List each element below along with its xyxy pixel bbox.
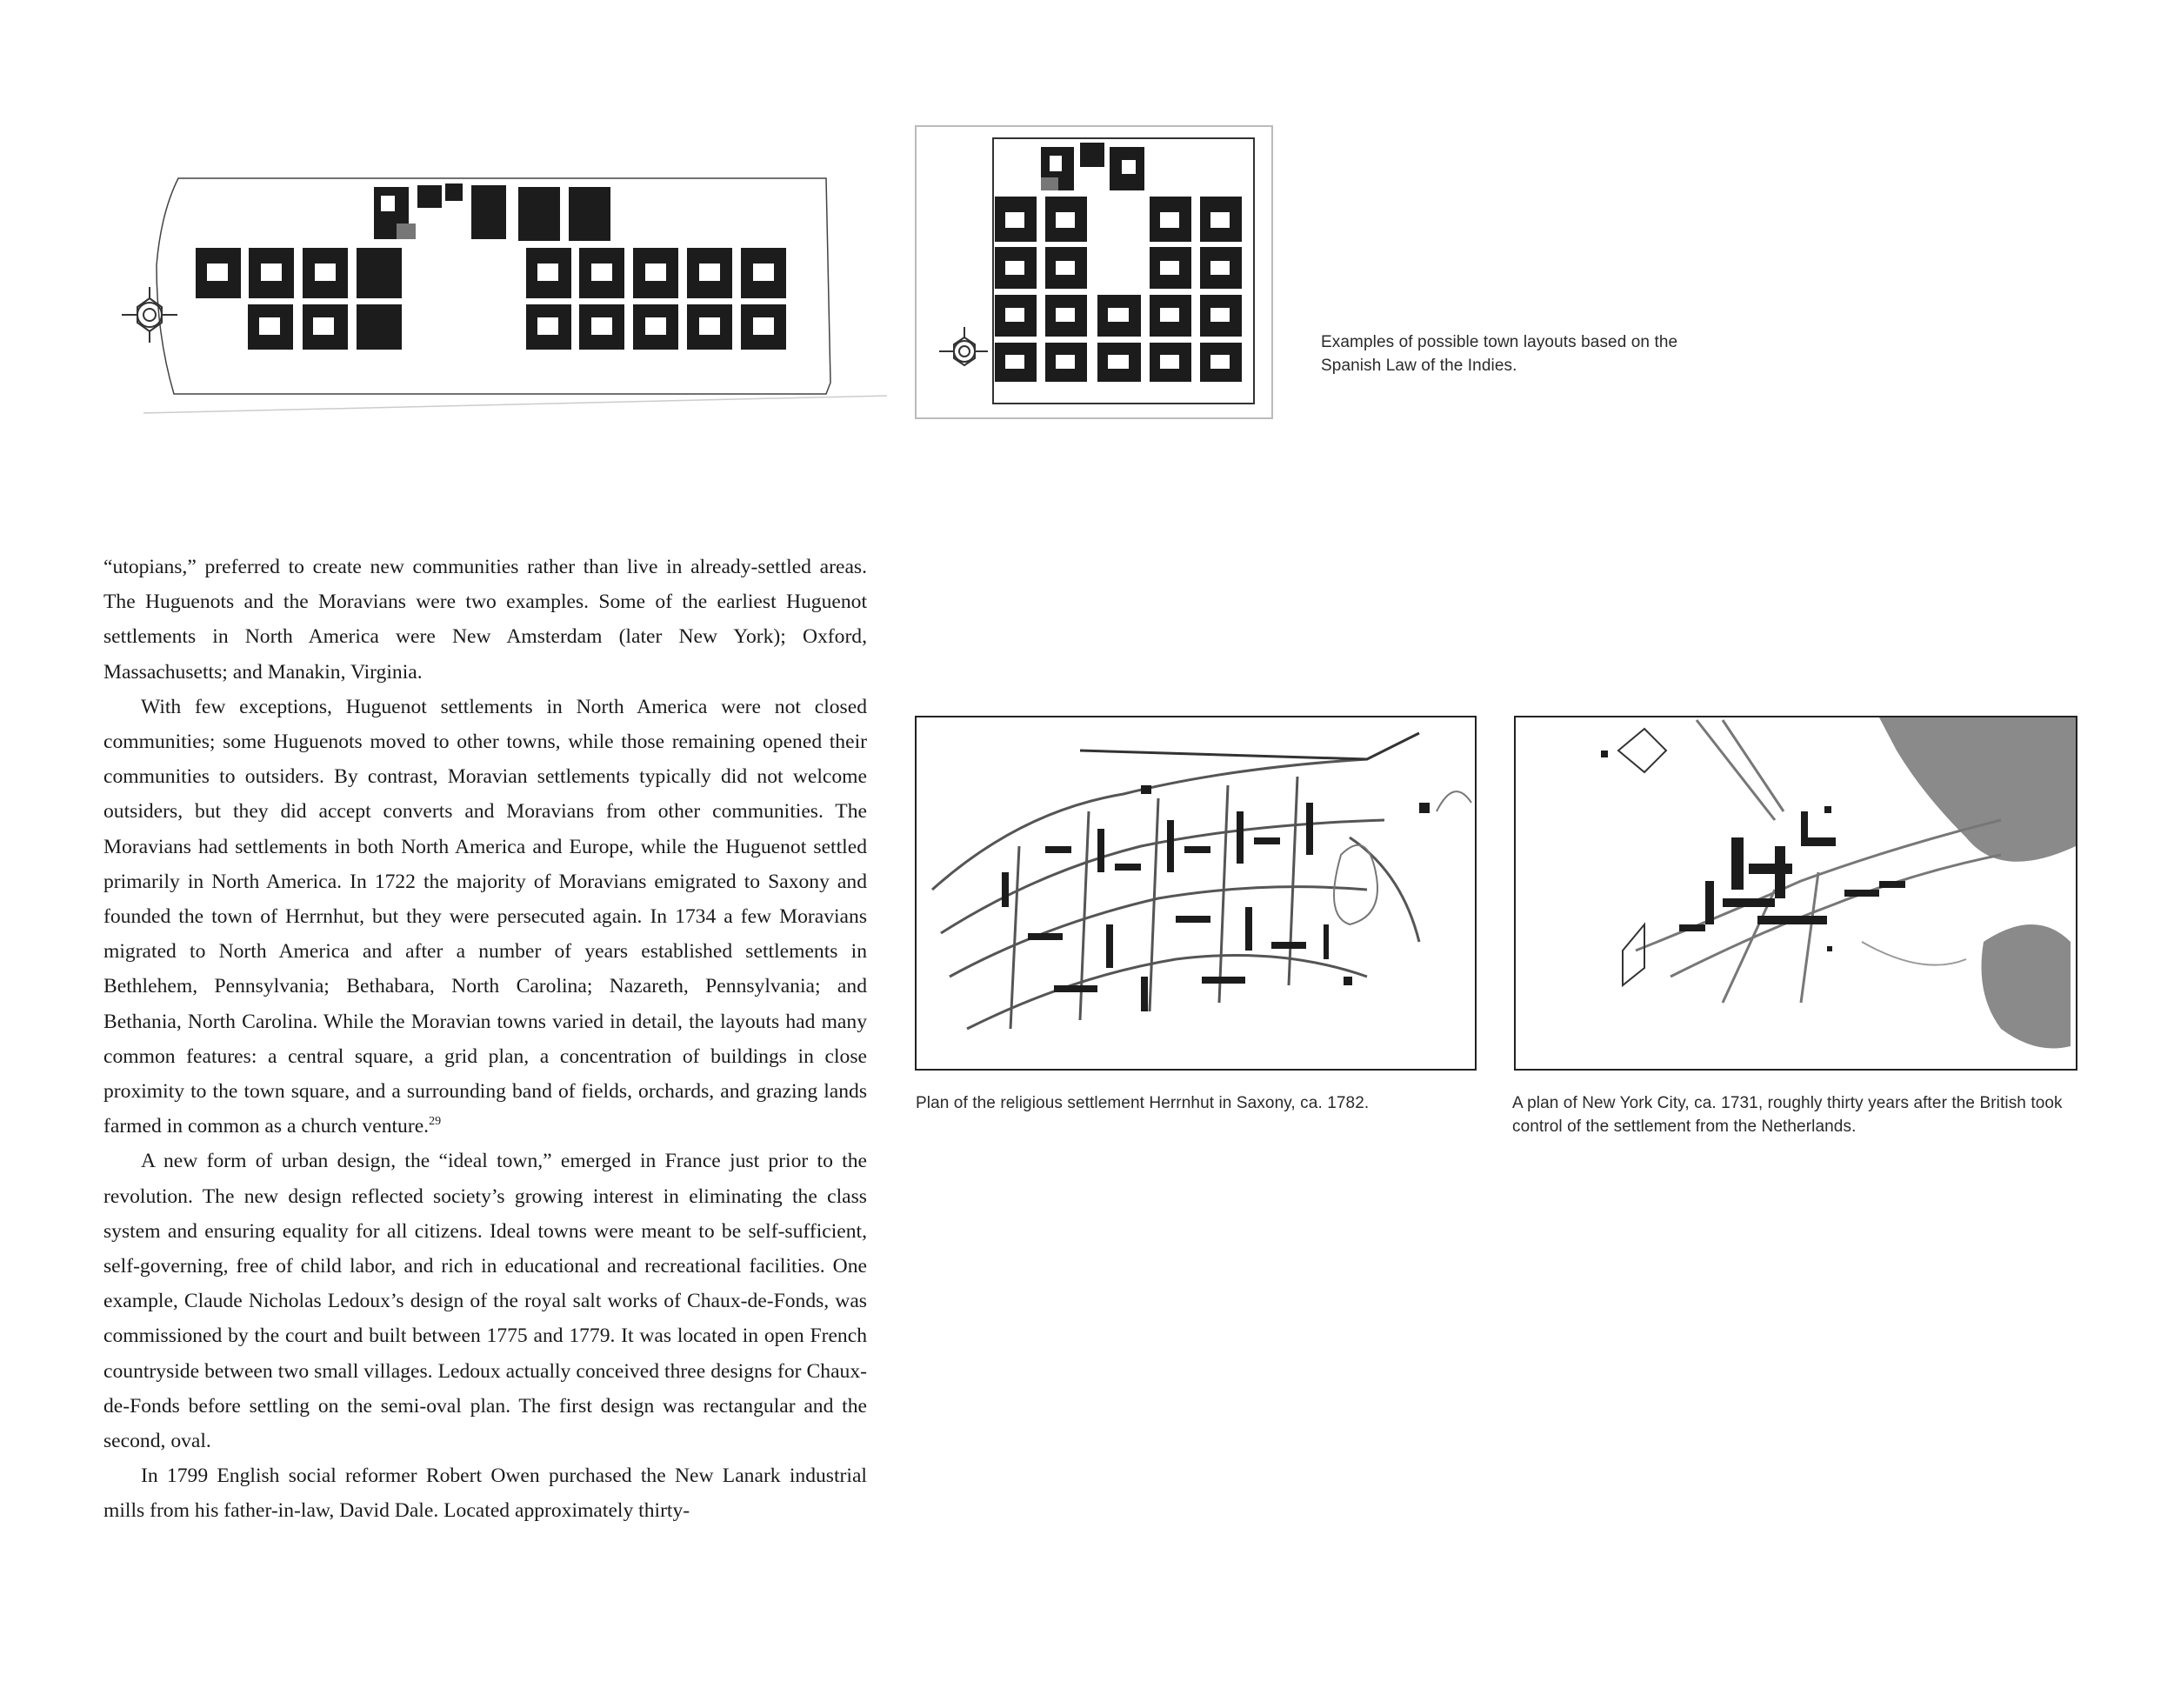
caption-herrnhut: Plan of the religious settlement Herrnhut in Saxony, ca. 1782. (916, 1094, 1370, 1112)
town-layout-plan-wide (52, 161, 904, 422)
paragraph-2 (103, 690, 867, 1144)
footnote-ref: 29 (429, 1115, 442, 1129)
caption-law-of-indies: Examples of possible town layouts based on the Spanish Law of the Indies. (1321, 333, 1678, 375)
paragraph-4: In 1799 English social reformer Robert Owen purchased the New Lanark industrial mills from his father-in-law, David Dale. Located approximately thirty- (103, 1464, 867, 1523)
new-york-city-map (1514, 716, 2077, 1071)
town-layout-plan-square (915, 125, 1273, 421)
paragraph-2-text: With few exceptions, Huguenot settlements in North America were not closed communities; some Huguenots moved to other towns, while those remaining opened their communities to outsiders. By contrast, Moravian settlements typically did not welcome outsiders, but they did accept converts and Moravians from other communities. The Moravians had settlements in both North America and Europe, while the Huguenot settled primarily in North America. In 1722 the majority of Moravians emigrated to Saxony and founded the town of Herrnhut, but they were persecuted again. In 1734 a few Moravians migrated to North America and after a number of years established settlements in Bethlehem, Pennsylvania; Bethabara, North Carolina; Nazareth, Pennsylvania; and Bethania, North Carolina. While the Moravian towns varied in detail, the layouts had many common features: a central square, a grid plan, a concentration of buildings in close proximity to the town square, and a surrounding band of fields, orchards, and grazing lands farmed in common as a church venture. (103, 695, 867, 1138)
paragraph-1: “utopians,” preferred to create new communities rather than live in already-settled areas. The Huguenots and the Moravians were two examples. Some of the earliest Huguenot settlements in North America were New Amsterdam (later New York); Oxford, Massachusetts; and Manakin, Virginia. (103, 556, 867, 684)
caption-new-york: A plan of New York City, ca. 1731, roughly thirty years after the British took control of the settlement from the Netherlands. (1512, 1094, 2063, 1136)
paragraph-3: A new form of urban design, the “ideal town,” emerged in France just prior to the revolution. The new design reflected society’s growing interest in eliminating the class system and ensuring equality for all citizens. Ideal towns were meant to be self-sufficient, self-governing, free of child labor, and rich in educational and recreational facilities. One example, Claude Nicholas Ledoux’s design of the royal salt works of Chaux-de-Fonds, was commissioned by the court and built between 1775 and 1779. It was located in open French countryside between two small villages. Ledoux actually conceived three designs for Chaux-de-Fonds before settling on the semi-oval plan. The first design was rectangular and the second, oval. (103, 1150, 867, 1453)
body-text (103, 550, 867, 1529)
herrnhut-map (915, 716, 1477, 1071)
